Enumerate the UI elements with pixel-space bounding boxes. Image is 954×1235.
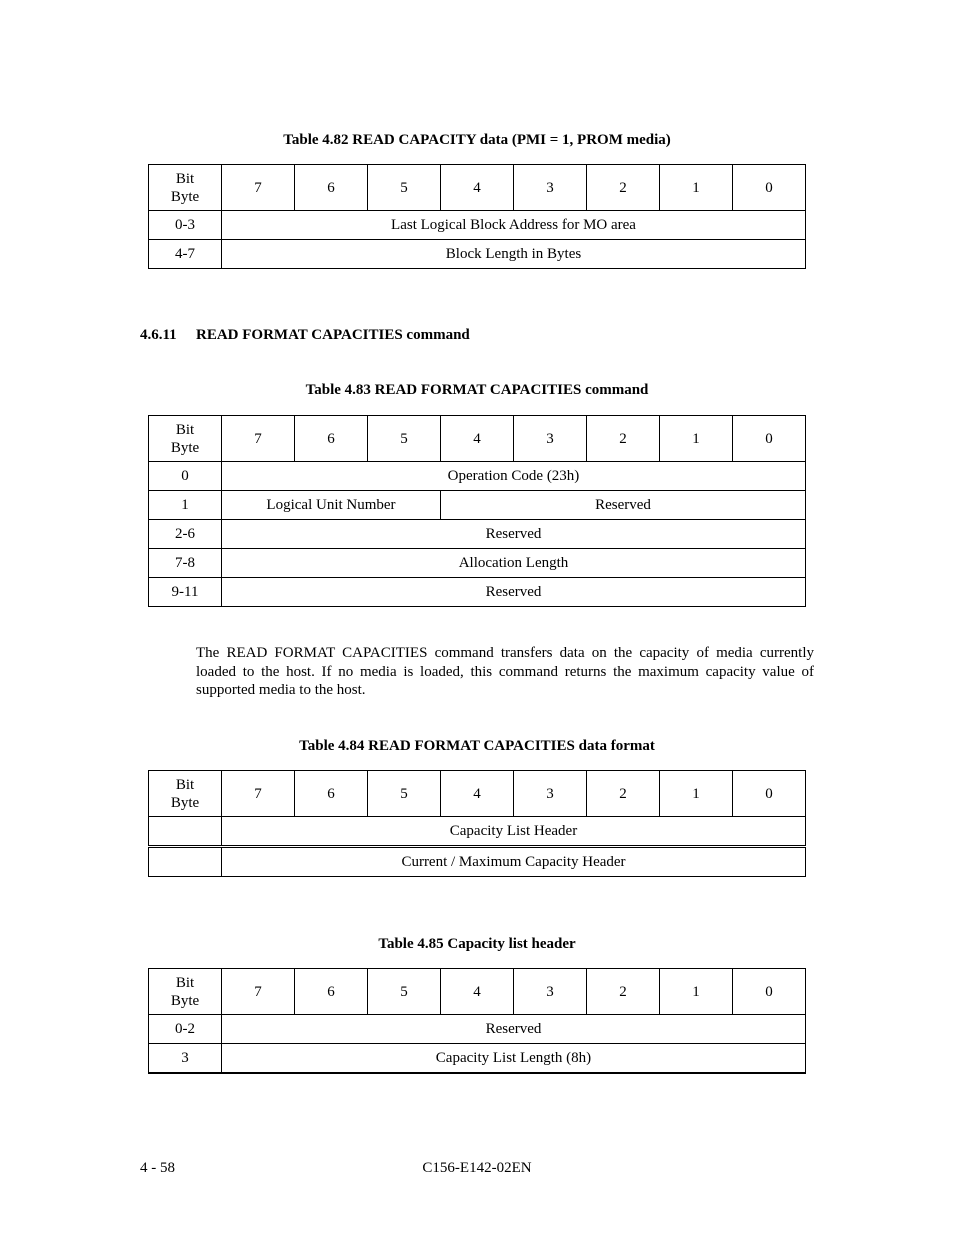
bit-0-header: 0 bbox=[733, 416, 806, 462]
field-cell: Reserved bbox=[222, 520, 806, 549]
bit-3-header: 3 bbox=[514, 416, 587, 462]
byte-cell: 1 bbox=[149, 491, 222, 520]
bit-5-header: 5 bbox=[368, 416, 441, 462]
bit-4-header: 4 bbox=[441, 165, 514, 211]
section-title: READ FORMAT CAPACITIES command bbox=[196, 327, 470, 343]
bit-byte-header bbox=[149, 416, 222, 462]
field-cell: Capacity List Header bbox=[222, 817, 806, 847]
table-caption-4-84: Table 4.84 READ FORMAT CAPACITIES data format bbox=[299, 738, 655, 754]
byte-cell: 3 bbox=[149, 1044, 222, 1074]
table-header-row bbox=[149, 165, 806, 211]
byte-cell: 9-11 bbox=[149, 578, 222, 607]
bit-2-header: 2 bbox=[587, 771, 660, 817]
table-row bbox=[149, 549, 806, 578]
bit-6-header: 6 bbox=[295, 165, 368, 211]
byte-cell: 4-7 bbox=[149, 240, 222, 269]
bit-4-header: 4 bbox=[441, 771, 514, 817]
table-header-row bbox=[149, 416, 806, 462]
bit-byte-header bbox=[149, 771, 222, 817]
bit-5-header: 5 bbox=[368, 165, 441, 211]
byte-label: Byte bbox=[170, 439, 200, 456]
bit-5-header: 5 bbox=[368, 969, 441, 1015]
bit-byte-header bbox=[149, 165, 222, 211]
bit-3-header: 3 bbox=[514, 771, 587, 817]
bit-3-header: 3 bbox=[514, 165, 587, 211]
bit-4-header: 4 bbox=[441, 969, 514, 1015]
bit-2-header: 2 bbox=[587, 165, 660, 211]
byte-label: Byte bbox=[170, 992, 200, 1009]
bit-6-header: 6 bbox=[295, 771, 368, 817]
bit-6-header: 6 bbox=[295, 416, 368, 462]
field-cell: Reserved bbox=[222, 578, 806, 607]
section-heading bbox=[140, 326, 470, 344]
byte-cell: 0-3 bbox=[149, 211, 222, 240]
table-caption-4-85: Table 4.85 Capacity list header bbox=[378, 936, 576, 952]
table-row bbox=[149, 1044, 806, 1074]
field-cell: Capacity List Length (8h) bbox=[222, 1044, 806, 1074]
body-paragraph: The READ FORMAT CAPACITIES command transfers data on the capacity of media currently loaded to the host. If no media is loaded, this command returns the maximum capacity value of supported media to the host. bbox=[196, 645, 814, 698]
bit-0-header: 0 bbox=[733, 969, 806, 1015]
bit-label: Bit bbox=[175, 421, 195, 438]
bit-6-header: 6 bbox=[295, 969, 368, 1015]
field-cell: Block Length in Bytes bbox=[222, 240, 806, 269]
table-4-84 bbox=[148, 770, 806, 877]
bit-2-header: 2 bbox=[587, 416, 660, 462]
bit-7-header: 7 bbox=[222, 165, 295, 211]
table-row bbox=[149, 240, 806, 269]
bit-1-header: 1 bbox=[660, 165, 733, 211]
byte-cell: 2-6 bbox=[149, 520, 222, 549]
table-row bbox=[149, 817, 806, 847]
bit-0-header: 0 bbox=[733, 165, 806, 211]
table-4-83 bbox=[148, 415, 806, 607]
field-cell: Current / Maximum Capacity Header bbox=[222, 847, 806, 877]
field-cell: Last Logical Block Address for MO area bbox=[222, 211, 806, 240]
lun-field-cell: Logical Unit Number bbox=[222, 491, 441, 520]
byte-label: Byte bbox=[170, 794, 200, 811]
bit-label: Bit bbox=[175, 170, 195, 187]
table-header-row bbox=[149, 771, 806, 817]
document-id: C156-E142-02EN bbox=[422, 1160, 532, 1176]
bit-0-header: 0 bbox=[733, 771, 806, 817]
field-cell: Operation Code (23h) bbox=[222, 462, 806, 491]
byte-cell: 0-2 bbox=[149, 1015, 222, 1044]
table-row bbox=[149, 578, 806, 607]
byte-cell: 0 bbox=[149, 462, 222, 491]
byte-label: Byte bbox=[170, 188, 200, 205]
page-number: 4 - 58 bbox=[140, 1160, 175, 1176]
bit-1-header: 1 bbox=[660, 771, 733, 817]
field-cell: Reserved bbox=[222, 1015, 806, 1044]
bit-5-header: 5 bbox=[368, 771, 441, 817]
table-row bbox=[149, 847, 806, 877]
bit-byte-header bbox=[149, 969, 222, 1015]
bit-3-header: 3 bbox=[514, 969, 587, 1015]
bit-label: Bit bbox=[175, 776, 195, 793]
table-caption-4-82: Table 4.82 READ CAPACITY data (PMI = 1, PROM media) bbox=[283, 132, 671, 148]
table-row bbox=[149, 491, 806, 520]
section-number: 4.6.11 bbox=[140, 327, 177, 343]
bit-7-header: 7 bbox=[222, 771, 295, 817]
byte-cell bbox=[149, 847, 222, 877]
bit-1-header: 1 bbox=[660, 969, 733, 1015]
table-row bbox=[149, 1015, 806, 1044]
table-caption-4-83: Table 4.83 READ FORMAT CAPACITIES command bbox=[305, 382, 649, 398]
bit-4-header: 4 bbox=[441, 416, 514, 462]
table-row bbox=[149, 211, 806, 240]
field-cell: Allocation Length bbox=[222, 549, 806, 578]
bit-2-header: 2 bbox=[587, 969, 660, 1015]
table-4-82 bbox=[148, 164, 806, 269]
table-header-row bbox=[149, 969, 806, 1015]
bit-7-header: 7 bbox=[222, 969, 295, 1015]
table-row bbox=[149, 462, 806, 491]
bit-1-header: 1 bbox=[660, 416, 733, 462]
reserved-field-cell: Reserved bbox=[441, 491, 806, 520]
table-row bbox=[149, 520, 806, 549]
byte-cell bbox=[149, 817, 222, 847]
byte-cell: 7-8 bbox=[149, 549, 222, 578]
table-4-85 bbox=[148, 968, 806, 1074]
bit-label: Bit bbox=[175, 974, 195, 991]
bit-7-header: 7 bbox=[222, 416, 295, 462]
